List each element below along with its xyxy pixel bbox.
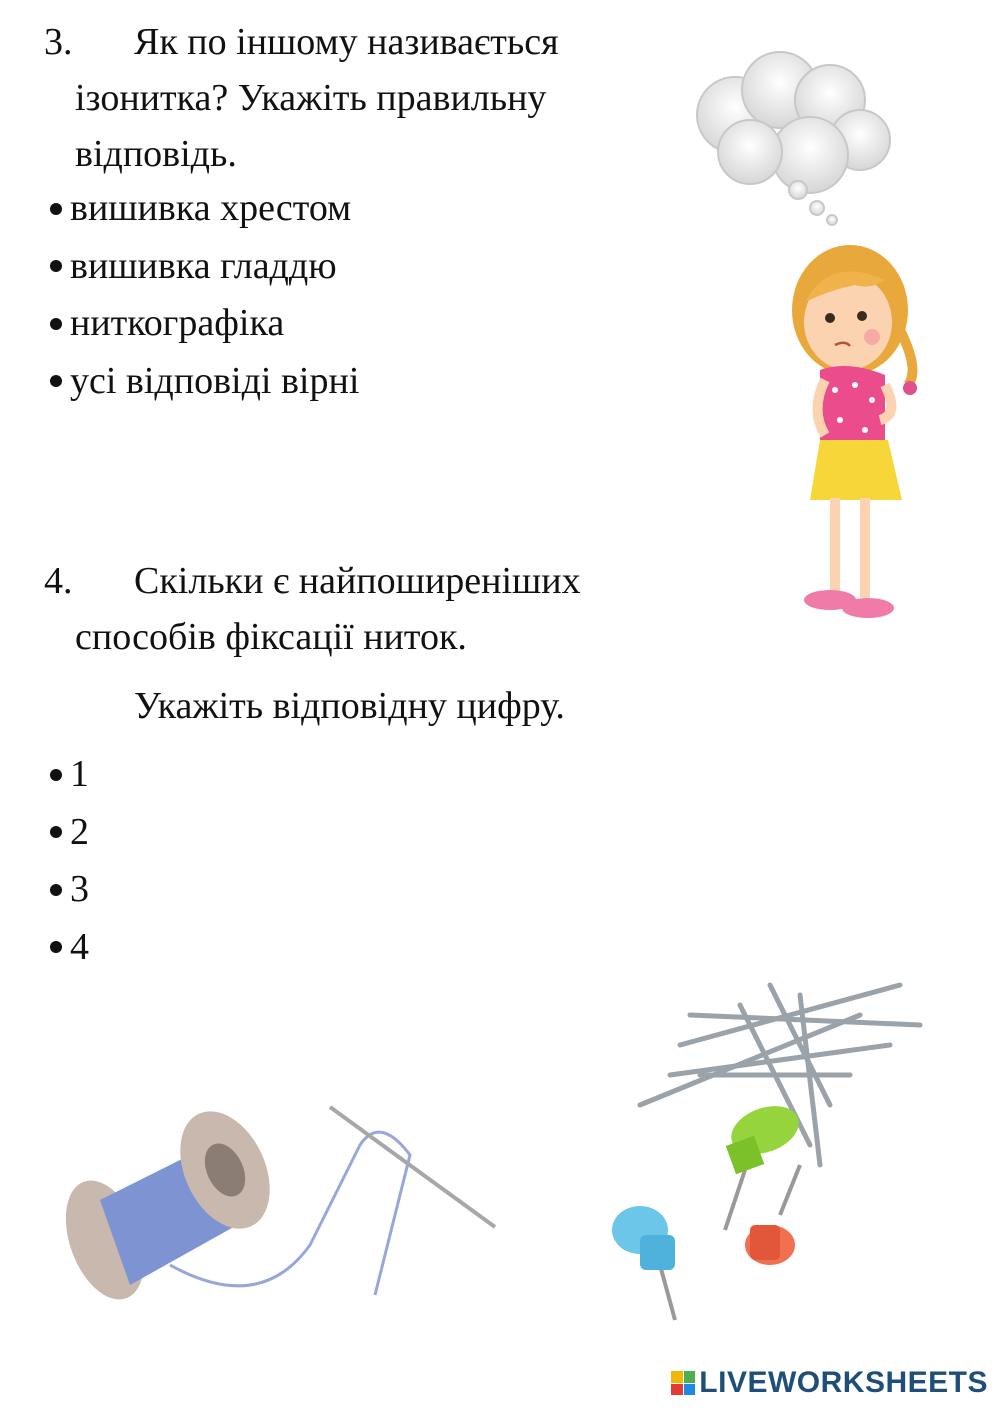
thought-cloud-icon [697,52,890,225]
bullet-icon [50,260,62,272]
logo-square [671,1384,683,1396]
question-4-options [44,746,89,976]
answer-option[interactable]: усі відповіді вірні [44,353,359,411]
bullet-icon [50,203,62,215]
logo-icon [671,1371,695,1395]
nails-and-pins-illustration [600,965,940,1325]
bullet-icon [50,884,62,896]
thread-spool-illustration [60,1095,510,1335]
answer-option[interactable]: 3 [44,861,89,919]
question-3 [44,14,559,182]
answer-option[interactable]: ниткографіка [44,295,359,353]
logo-square [684,1371,696,1383]
question-3-options [44,180,359,410]
question-text-line: ізонитка? Укажіть правильну [75,77,547,119]
question-text-line: Як по іншому називається [134,21,559,63]
push-pin-red-icon [745,1165,800,1265]
question-text-line: Скільки є найпоширеніших [134,560,581,602]
answer-option[interactable]: вишивка гладдю [44,238,359,296]
answer-option[interactable]: 1 [44,746,89,804]
question-number: 4. [44,560,73,602]
spool-icon [60,1097,287,1310]
bullet-icon [50,318,62,330]
bullet-icon [50,375,62,387]
answer-option[interactable]: 4 [44,919,89,977]
push-pin-blue-icon [612,1206,675,1320]
girl-icon [792,245,917,618]
question-instruction: Укажіть відповідну цифру. [134,685,565,727]
logo-square [684,1384,696,1396]
liveworksheets-logo [671,1366,988,1400]
bullet-icon [50,826,62,838]
answer-option[interactable]: вишивка хрестом [44,180,359,238]
logo-text: LIVEWORKSHEETS [699,1366,988,1399]
needle-icon [330,1107,495,1227]
bullet-icon [50,941,62,953]
thinking-girl-illustration [680,40,920,640]
answer-option[interactable]: 2 [44,804,89,862]
question-4 [44,553,581,665]
question-text-line: способів фіксації ниток. [75,616,467,658]
logo-square [671,1371,683,1383]
question-text-line: відповідь. [75,133,237,175]
question-number: 3. [44,21,73,63]
bullet-icon [50,769,62,781]
push-pin-green-icon [725,1097,806,1230]
